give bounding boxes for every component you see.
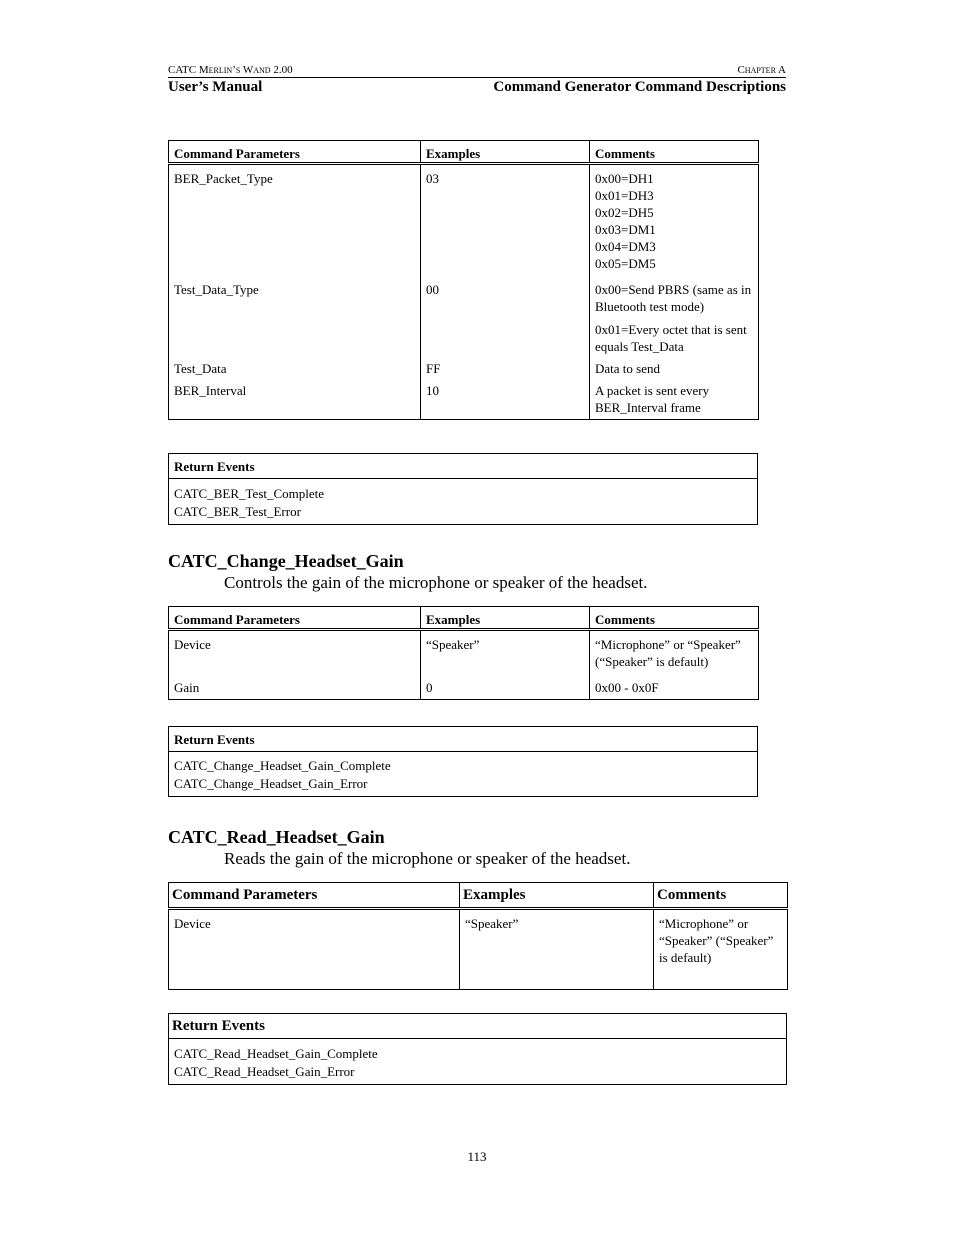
comment-text: 0x00=Send PBRS (same as in Bluetooth test mode) (595, 282, 752, 314)
example-cell: “Speaker” (421, 630, 590, 675)
param-cell: Device (169, 909, 460, 990)
table-row (169, 479, 758, 504)
event-cell: CATC_Change_Headset_Gain_Error (169, 775, 758, 797)
table-row (169, 377, 759, 420)
comment-cell: Data to send (590, 355, 759, 377)
column-header: Examples (460, 883, 654, 909)
param-cell: BER_Interval (169, 377, 421, 420)
example-cell: 03 (421, 164, 590, 277)
event-cell: CATC_Change_Headset_Gain_Complete (169, 752, 758, 776)
table-row (169, 276, 759, 355)
example-cell: 0 (421, 674, 590, 700)
page-number: 113 (467, 1149, 487, 1164)
section-heading: CATC_Change_Headset_Gain (168, 551, 404, 571)
example-cell: 00 (421, 276, 590, 355)
running-header (168, 64, 786, 78)
section-heading: CATC_Read_Headset_Gain (168, 827, 385, 847)
section-description: Controls the gain of the microphone or speaker of the headset. (224, 573, 648, 592)
comment-cell: A packet is sent every BER_Interval frame (590, 377, 759, 420)
change-gain-params-table (168, 606, 759, 700)
comment-text: 0x01=Every octet that is sent equals Test_Data (595, 322, 747, 354)
read-gain-params-table (168, 882, 788, 990)
comment-cell: “Microphone” or “Speaker” (“Speaker” is default) (590, 630, 759, 675)
param-cell: BER_Packet_Type (169, 164, 421, 277)
table-row (169, 1039, 787, 1064)
ber-events-table (168, 453, 758, 525)
ber-params-table (168, 140, 759, 420)
column-header: Examples (421, 607, 590, 630)
column-header: Return Events (169, 454, 758, 479)
table-header-row (169, 727, 758, 752)
column-header: Comments (590, 141, 759, 164)
table-row (169, 1063, 787, 1085)
example-cell: 10 (421, 377, 590, 420)
event-cell: CATC_BER_Test_Error (169, 503, 758, 525)
product-name: CATC Merlin’s Wand 2.00 (168, 64, 293, 76)
table-row (169, 674, 759, 700)
event-cell: CATC_BER_Test_Complete (169, 479, 758, 504)
table-row (169, 630, 759, 675)
comment-cell (590, 276, 759, 355)
param-cell: Test_Data_Type (169, 276, 421, 355)
param-cell: Device (169, 630, 421, 675)
table-row (169, 909, 788, 990)
comment-cell: 0x00 - 0x0F (590, 674, 759, 700)
table-header-row (169, 1014, 787, 1039)
comment-cell (590, 164, 759, 277)
event-cell: CATC_Read_Headset_Gain_Complete (169, 1039, 787, 1064)
column-header: Comments (654, 883, 788, 909)
param-cell: Test_Data (169, 355, 421, 377)
example-cell: FF (421, 355, 590, 377)
table-row (169, 775, 758, 797)
chapter-label: Chapter A (737, 64, 786, 76)
example-cell: “Speaker” (460, 909, 654, 990)
table-header-row (169, 883, 788, 909)
param-cell: Gain (169, 674, 421, 700)
comment-text: 0x00=DH1 0x01=DH3 0x02=DH5 0x03=DM1 0x04=DM3 0x05=DM5 (595, 171, 656, 271)
column-header: Command Parameters (169, 883, 460, 909)
table-row (169, 752, 758, 776)
column-header: Return Events (169, 727, 758, 752)
column-header: Command Parameters (169, 607, 421, 630)
section-title: Command Generator Command Descriptions (493, 79, 786, 95)
change-gain-events-table (168, 726, 758, 797)
column-header: Examples (421, 141, 590, 164)
section-description: Reads the gain of the microphone or speaker of the headset. (224, 849, 631, 868)
read-gain-events-table (168, 1013, 787, 1085)
table-header-row (169, 607, 759, 630)
column-header: Command Parameters (169, 141, 421, 164)
column-header: Return Events (169, 1014, 787, 1039)
manual-title: User’s Manual (168, 79, 263, 95)
comment-cell: “Microphone” or “Speaker” (“Speaker” is default) (654, 909, 788, 990)
column-header: Comments (590, 607, 759, 630)
table-row (169, 164, 759, 277)
table-row (169, 503, 758, 525)
table-header-row (169, 141, 759, 164)
table-header-row (169, 454, 758, 479)
event-cell: CATC_Read_Headset_Gain_Error (169, 1063, 787, 1085)
table-row (169, 355, 759, 377)
